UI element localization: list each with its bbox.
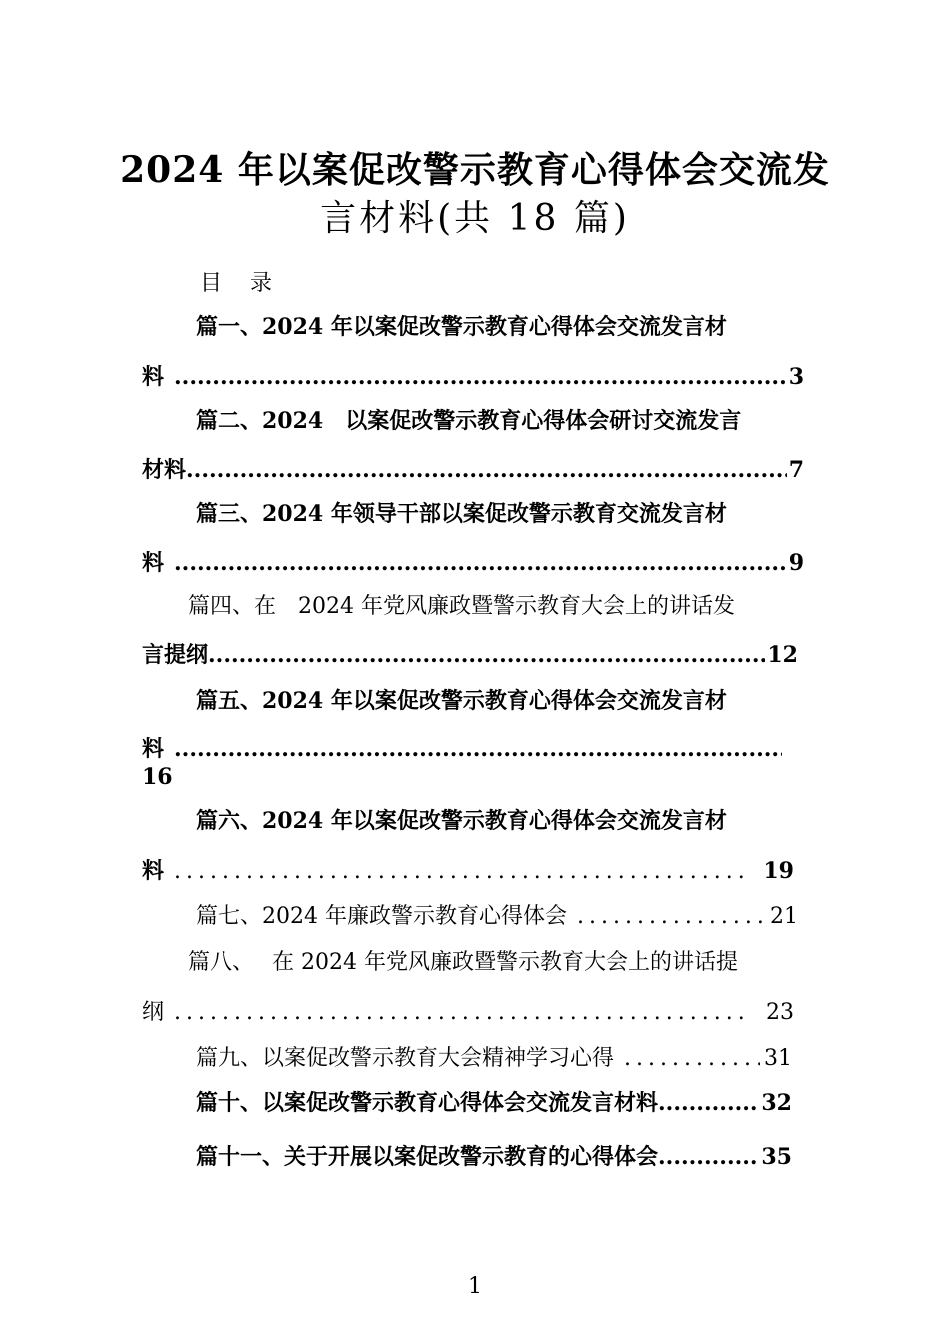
toc-entry-3-line1: 篇三、2024 年领导干部以案促改警示教育交流发言材: [196, 501, 727, 527]
toc-leader-dots: [658, 1142, 757, 1172]
toc-leader-dots: [624, 1044, 760, 1074]
toc-heading: 目录: [200, 271, 301, 296]
toc-entry-10: [196, 1088, 792, 1118]
toc-entry-text: 纲: [142, 1000, 165, 1025]
toc-entry-6-line1: 篇六、2024 年以案促改警示教育心得体会交流发言材: [196, 808, 727, 834]
toc-entry-text: 料: [142, 550, 165, 576]
toc-entry-text: 篇十、以案促改警示教育心得体会交流发言材料: [196, 1090, 659, 1116]
toc-entry-text: 篇九、以案促改警示教育大会精神学习心得: [196, 1046, 615, 1071]
toc-entry-9: [196, 1044, 792, 1074]
toc-entry-7: [196, 902, 798, 932]
toc-entry-11: [196, 1142, 792, 1172]
document-title-line2: 言材料(共 18 篇): [320, 198, 630, 239]
toc-leader-dots: [174, 734, 782, 764]
toc-page-number: 7: [788, 457, 804, 483]
toc-page-number: 3: [788, 364, 804, 390]
toc-entry-2-line2: [142, 455, 804, 485]
toc-page-number-wrapped: 16: [142, 764, 173, 790]
toc-leader-dots: [186, 455, 787, 485]
toc-entry-8-line2: [142, 998, 794, 1028]
toc-entry-text: 篇七、2024 年廉政警示教育心得体会: [196, 904, 567, 929]
document-title-line1: 2024 年以案促改警示教育心得体会交流发: [120, 149, 830, 191]
toc-leader-dots: [174, 857, 747, 887]
toc-leader-dots: [174, 998, 750, 1028]
toc-leader-dots: [174, 548, 787, 578]
toc-page-number: 35: [761, 1144, 792, 1170]
toc-page-number: 32: [761, 1090, 792, 1116]
toc-leader-dots: [577, 902, 766, 932]
toc-entry-text: 篇十一、关于开展以案促改警示教育的心得体会: [196, 1144, 659, 1170]
toc-entry-5-line1: 篇五、2024 年以案促改警示教育心得体会交流发言材: [196, 688, 727, 714]
toc-page-number: 31: [764, 1046, 792, 1071]
toc-entry-8-line1: 篇八、 在 2024 年党风廉政暨警示教育大会上的讲话提: [188, 950, 738, 975]
toc-entry-6-line2: [142, 856, 794, 886]
toc-page-number: 23: [766, 1000, 794, 1025]
toc-entry-text: 料: [142, 736, 165, 762]
toc-entry-2-line1: 篇二、2024 以案促改警示教育心得体会研讨交流发言: [196, 408, 742, 434]
toc-entry-4-line1: 篇四、在 2024 年党风廉政暨警示教育大会上的讲话发: [188, 594, 735, 619]
toc-entry-5-line2: [142, 734, 784, 764]
toc-entry-4-line2: [142, 640, 798, 670]
toc-entry-text: 言提纲: [142, 642, 209, 668]
toc-entry-text: 料: [142, 364, 165, 390]
toc-entry-text: 材料: [142, 457, 187, 483]
toc-page-number: 12: [767, 642, 798, 668]
page-number: 1: [468, 1274, 482, 1299]
toc-leader-dots: [174, 362, 787, 392]
toc-entry-1-line2: [142, 362, 804, 392]
toc-page-number: 21: [770, 904, 798, 929]
toc-entry-3-line2: [142, 548, 804, 578]
toc-leader-dots: [208, 640, 765, 670]
toc-page-number: 19: [763, 858, 794, 884]
toc-entry-text: 料: [142, 858, 165, 884]
toc-page-number: 9: [788, 550, 804, 576]
toc-leader-dots: [658, 1088, 757, 1118]
toc-entry-1-line1: 篇一、2024 年以案促改警示教育心得体会交流发言材: [196, 314, 727, 340]
